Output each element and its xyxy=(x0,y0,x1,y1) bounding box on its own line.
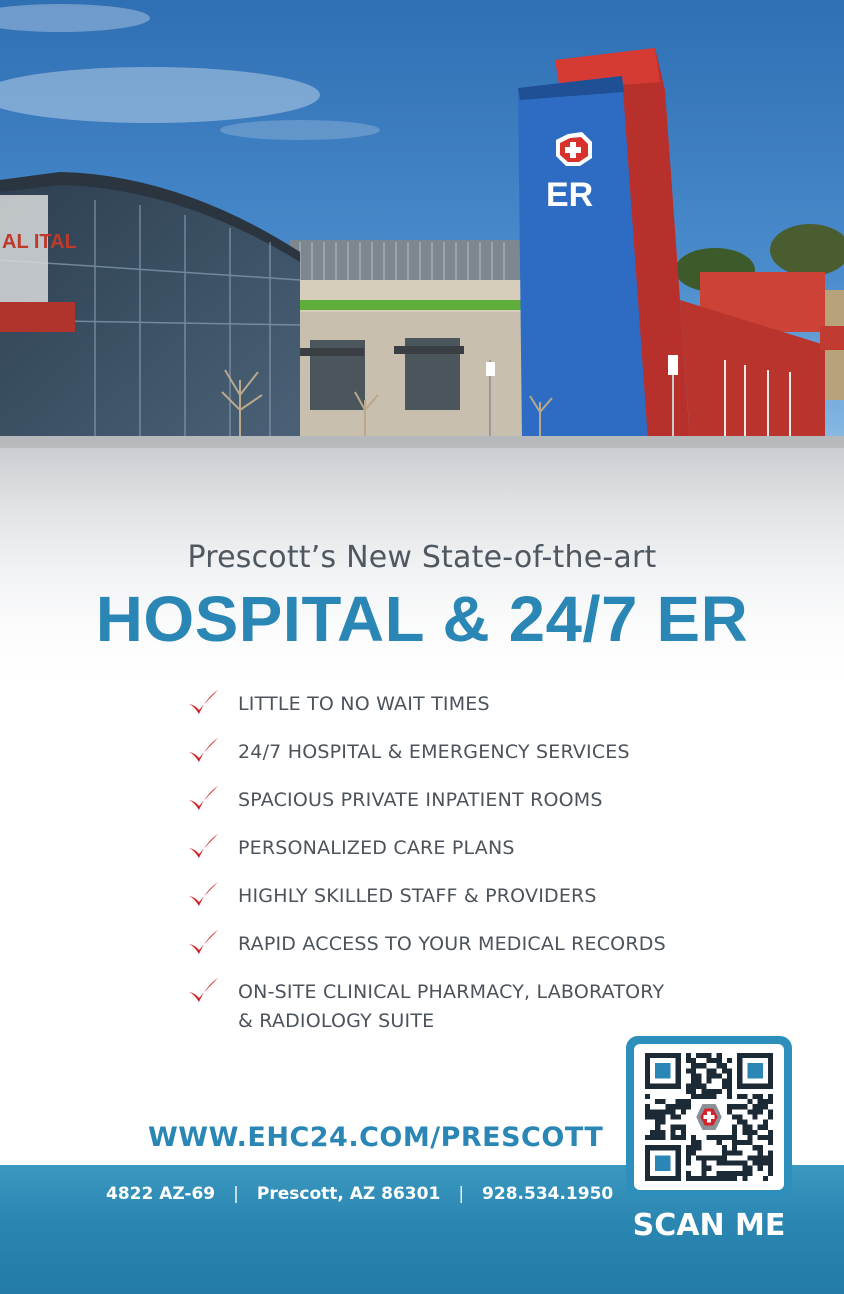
feature-item xyxy=(186,978,746,1042)
feature-item xyxy=(186,930,746,978)
facade-sign-text: AL ITAL xyxy=(2,231,77,253)
qr-code-frame xyxy=(634,1044,784,1190)
qr-card[interactable] xyxy=(626,1036,792,1198)
feature-item xyxy=(186,738,746,786)
checkmark-icon xyxy=(186,976,220,1006)
checkmark-icon xyxy=(186,688,220,718)
features-list xyxy=(186,690,746,1042)
feature-item xyxy=(186,690,746,738)
scan-me-label: SCAN ME xyxy=(632,1208,786,1243)
hospital-logo-icon xyxy=(696,1104,722,1130)
checkmark-icon xyxy=(186,928,220,958)
feature-item xyxy=(186,834,746,882)
qr-code-icon xyxy=(645,1053,773,1181)
checkmark-icon xyxy=(186,736,220,766)
feature-text-line1: ON-SITE CLINICAL PHARMACY, LABORATORY xyxy=(238,981,665,1003)
feature-text: SPACIOUS PRIVATE INPATIENT ROOMS xyxy=(238,789,603,811)
headline-title: HOSPITAL & 24/7 ER xyxy=(95,583,749,655)
checkmark-icon xyxy=(186,784,220,814)
checkmark-icon xyxy=(186,832,220,862)
feature-text: HIGHLY SKILLED STAFF & PROVIDERS xyxy=(238,885,597,907)
feature-text: LITTLE TO NO WAIT TIMES xyxy=(238,693,490,715)
feature-item xyxy=(186,786,746,834)
feature-text: PERSONALIZED CARE PLANS xyxy=(238,837,515,859)
phone-number[interactable]: 928.534.1950 xyxy=(482,1184,614,1204)
website-url[interactable]: WWW.EHC24.COM/PRESCOTT xyxy=(148,1122,604,1153)
contact-info xyxy=(106,1184,613,1204)
separator: | xyxy=(458,1184,465,1204)
feature-text: RAPID ACCESS TO YOUR MEDICAL RECORDS xyxy=(238,933,666,955)
feature-item xyxy=(186,882,746,930)
headline-subtitle: Prescott’s New State-of-the-art xyxy=(187,540,657,575)
separator: | xyxy=(233,1184,239,1204)
tower-sign-text: ER xyxy=(546,176,594,214)
address: 4822 AZ-69 xyxy=(106,1184,216,1204)
feature-text xyxy=(238,978,664,1036)
checkmark-icon xyxy=(186,880,220,910)
city: Prescott, AZ 86301 xyxy=(256,1184,441,1204)
feature-text-line2: & RADIOLOGY SUITE xyxy=(238,1010,435,1032)
feature-text: 24/7 HOSPITAL & EMERGENCY SERVICES xyxy=(238,741,630,763)
